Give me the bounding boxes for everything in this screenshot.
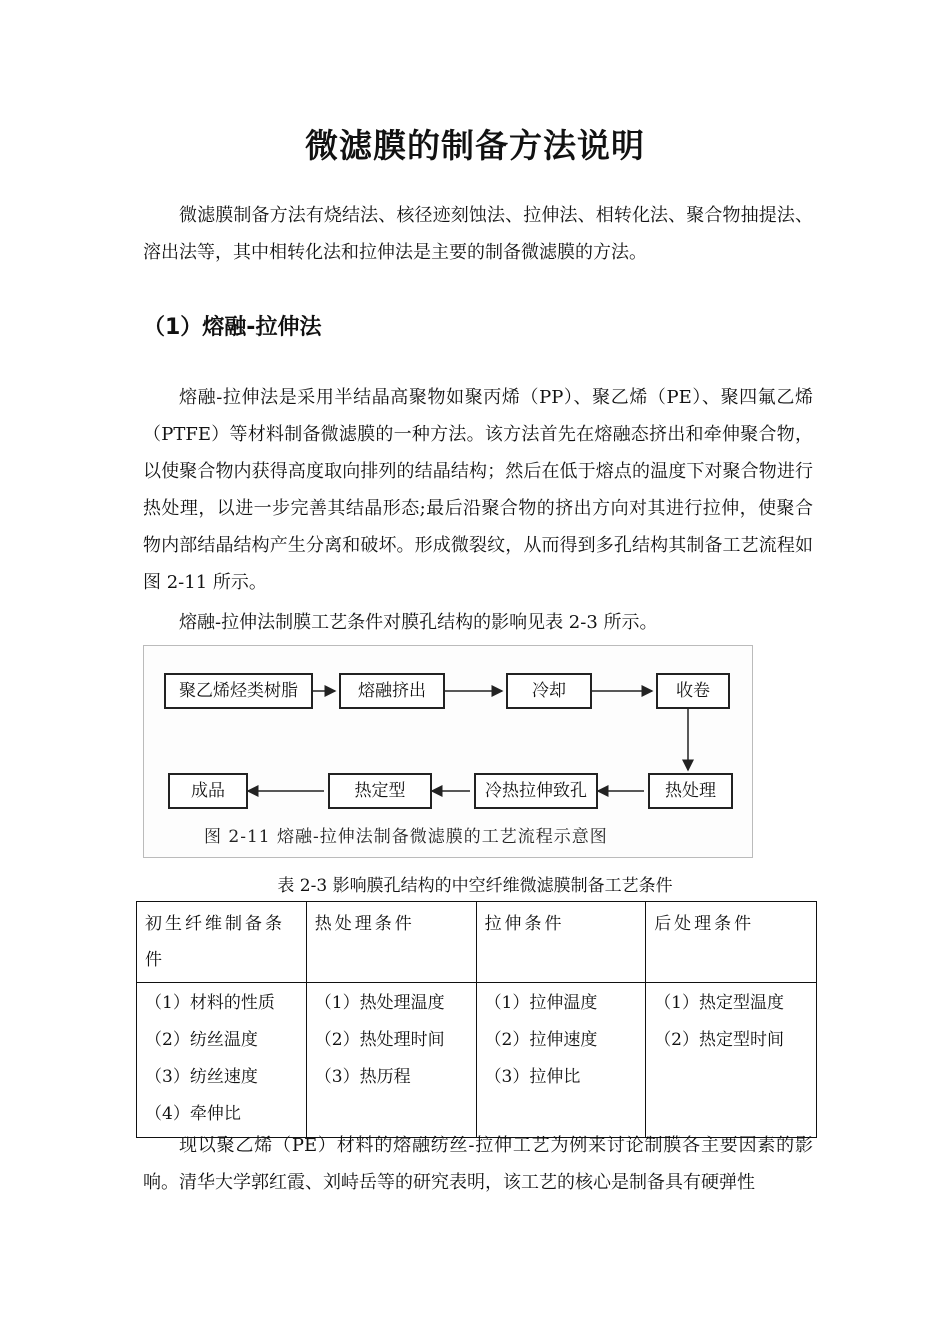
method-paragraph: 熔融-拉伸法是采用半结晶高聚物如聚丙烯（PP）、聚乙烯（PE）、聚四氟乙烯（PTFE）等材料制备微滤膜的一种方法。该方法首先在熔融态挤出和牵伸聚合物，以使聚合物内获得高度取向排列的结晶结构；然后在低于熔点的温度下对聚合物进行热处理，以进一步完善其结晶形态;最后沿聚合物的挤出方向对其进行拉伸，使聚合物内部结晶结构产生分离和破坏。形成微裂纹，从而得到多孔结构其制备工艺流程如图 2-11 所示。: [143, 387, 813, 593]
table-row: [137, 983, 817, 1138]
section-heading: （1）熔融-拉伸法: [143, 315, 322, 340]
process-flow-figure: [143, 645, 753, 858]
step-product: 成品: [168, 773, 248, 809]
step-cooling: 冷却: [506, 673, 592, 709]
table-header-cell: 拉伸条件: [476, 902, 646, 983]
condition-item: （1）材料的性质: [145, 993, 275, 1013]
table-reference-paragraph: 熔融-拉伸法制膜工艺条件对膜孔结构的影响见表 2-3 所示。: [179, 612, 658, 633]
step-heat-setting: 热定型: [328, 773, 432, 809]
condition-item: （2）拉伸速度: [484, 1030, 598, 1050]
table-cell: [476, 983, 646, 1138]
condition-item: （2）热定型时间: [654, 1030, 785, 1050]
condition-item: （3）热历程: [314, 1067, 411, 1087]
condition-item: （3）纺丝速度: [145, 1067, 258, 1087]
condition-item: （1）热处理温度: [314, 993, 445, 1013]
step-melt-extrusion: 熔融挤出: [339, 673, 445, 709]
step-stretch-pore: 冷热拉伸致孔: [474, 773, 598, 809]
table-caption: 表 2-3 影响膜孔结构的中空纤维微滤膜制备工艺条件: [277, 876, 673, 896]
figure-caption: 图 2-11 熔融-拉伸法制备微滤膜的工艺流程示意图: [204, 827, 608, 847]
condition-item: （1）拉伸温度: [484, 993, 598, 1013]
table-cell: [646, 983, 817, 1138]
condition-item: （2）热处理时间: [314, 1030, 445, 1050]
table-cell: [306, 983, 476, 1138]
process-conditions-table: [136, 901, 817, 1138]
intro-paragraph: 微滤膜制备方法有烧结法、核径迹刻蚀法、拉伸法、相转化法、聚合物抽提法、溶出法等，其中相转化法和拉伸法是主要的制备微滤膜的方法。: [143, 205, 813, 263]
table-cell: [137, 983, 307, 1138]
step-resin: 聚乙烯烃类树脂: [164, 673, 313, 709]
condition-item: （1）热定型温度: [654, 993, 785, 1013]
step-winding: 收卷: [656, 673, 730, 709]
step-heat-treatment: 热处理: [648, 773, 733, 809]
table-header-cell: 后处理条件: [646, 902, 817, 983]
condition-item: （4）牵伸比: [145, 1104, 241, 1124]
closing-paragraph: 现以聚乙烯（PE）材料的熔融纺丝-拉伸工艺为例来讨论制膜各主要因素的影响。清华大学郭红霞、刘峙岳等的研究表明，该工艺的核心是制备具有硬弹性: [143, 1135, 813, 1193]
table-header-cell: 初生纤维制备条件: [137, 902, 307, 983]
table-header-row: [137, 902, 817, 983]
condition-item: （2）纺丝温度: [145, 1030, 258, 1050]
table-header-cell: 热处理条件: [306, 902, 476, 983]
condition-item: （3）拉伸比: [484, 1067, 581, 1087]
page-title: 微滤膜的制备方法说明: [305, 126, 645, 165]
